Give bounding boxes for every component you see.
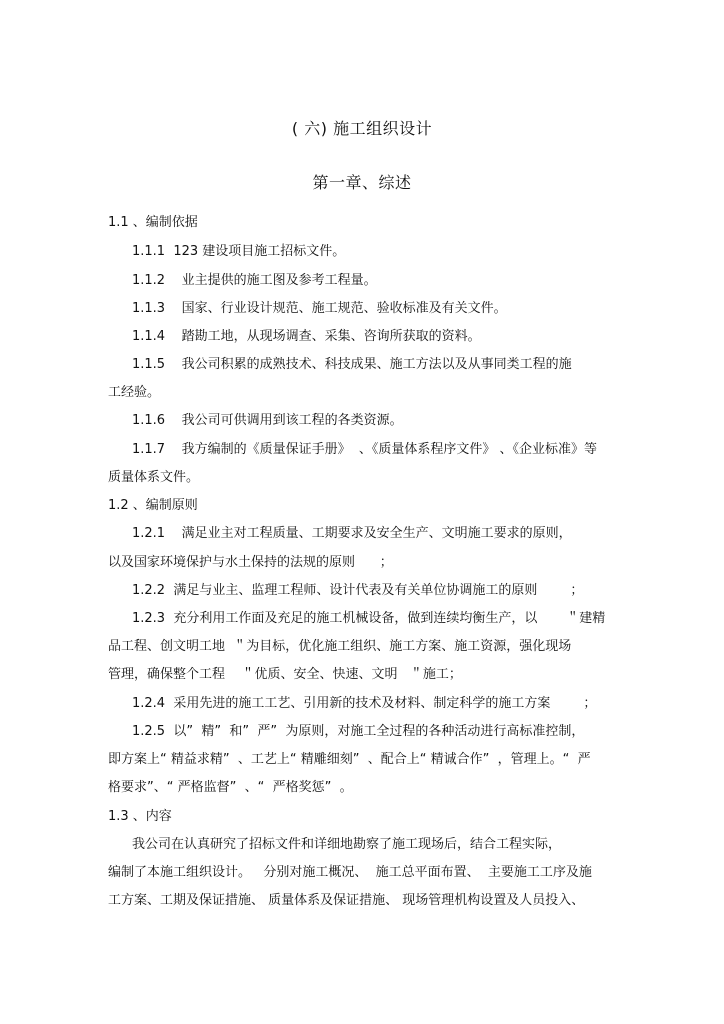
paragraph-line: 格要求”、“ 严格监督” 、“ 严格奖惩” 。 bbox=[108, 780, 353, 795]
section-heading: 1.1 、编制依据 bbox=[108, 215, 198, 230]
section-heading: 1.3 、内容 bbox=[108, 809, 172, 824]
paragraph-line: 1.2.1 满足业主对工程质量、工期要求及安全生产、文明施工要求的原则， bbox=[132, 526, 572, 541]
paragraph-line: 编制了本施工组织设计。 分别对施工概况、 施工总平面布置、 主要施工工序及施 bbox=[108, 865, 592, 880]
paragraph-line: 1.1.6 我公司可供调用到该工程的各类资源。 bbox=[132, 413, 403, 428]
paragraph-line: 1.1.3 国家、行业设计规范、施工规范、验收标准及有关文件。 bbox=[132, 301, 507, 316]
section-heading: 1.2 、编制原则 bbox=[108, 498, 198, 513]
paragraph-line: 1.1.7 我方编制的《质量保证手册》 、《质量体系程序文件》 、《企业标准》等 bbox=[132, 442, 598, 457]
paragraph-line: 即方案上“ 精益求精” 、工艺上“ 精雕细刻” 、配合上“ 精诚合作” ，管理上。“ 严 bbox=[108, 752, 591, 767]
document-title: ( 六) 施工组织设计 bbox=[291, 119, 433, 138]
paragraph-line: 1.2.5 以” 精” 和” 严” 为原则，对施工全过程的各种活动进行高标准控制， bbox=[132, 724, 585, 739]
paragraph-line: 1.1.2 业主提供的施工图及参考工程量。 bbox=[132, 273, 377, 288]
paragraph-line: 1.2.3 充分利用工作面及充足的施工机械设备，做到连续均衡生产，以 ＂建精 bbox=[132, 611, 606, 626]
paragraph-line: 工方案、工期及保证措施、 质量体系及保证措施、 现场管理机构设置及人员投入、 bbox=[108, 893, 585, 908]
paragraph-line: 管理，确保整个工程 ＂优质、安全、快速、文明 ＂施工； bbox=[108, 667, 462, 682]
paragraph-line: 以及国家环境保护与水土保持的法规的原则 ； bbox=[108, 555, 393, 570]
paragraph-line: 1.1.1 123 建设项目施工招标文件。 bbox=[132, 244, 346, 259]
paragraph-line: 1.2.4 采用先进的施工工艺、引用新的技术及材料、制定科学的施工方案 ； bbox=[132, 696, 597, 711]
paragraph-line: 工经验。 bbox=[108, 385, 161, 400]
chapter-title: 第一章、综述 bbox=[312, 173, 412, 192]
paragraph-line: 1.1.5 我公司积累的成熟技术、科技成果、施工方法以及从事同类工程的施 bbox=[132, 357, 572, 372]
paragraph-line: 我公司在认真研究了招标文件和详细地勘察了施工现场后，结合工程实际， bbox=[132, 837, 562, 852]
paragraph-line: 1.2.2 满足与业主、监理工程师、设计代表及有关单位协调施工的原则 ； bbox=[132, 583, 584, 598]
paragraph-line: 品工程、创文明工地 ＂为目标，优化施工组织、施工方案、施工资源，强化现场 bbox=[108, 639, 572, 654]
paragraph-line: 1.1.4 踏勘工地，从现场调查、采集、咨询所获取的资料。 bbox=[132, 329, 481, 344]
paragraph-line: 质量体系文件。 bbox=[108, 470, 200, 485]
